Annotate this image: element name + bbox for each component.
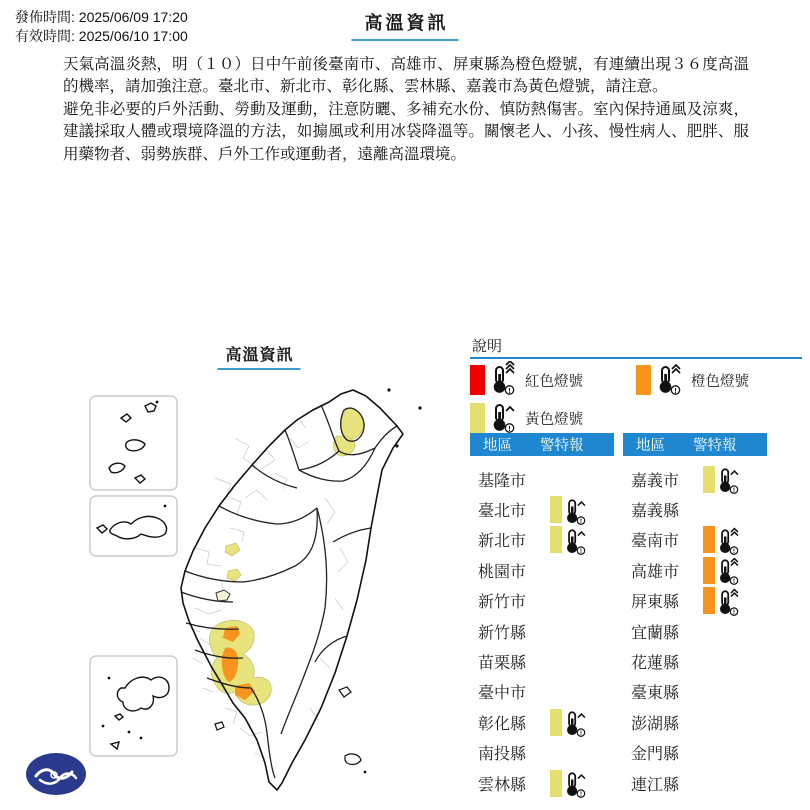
table-row [470, 464, 614, 494]
thermometer-orange-icon [657, 361, 685, 400]
table-row [623, 677, 767, 707]
svg-text:!: ! [579, 791, 583, 799]
region-name: 苗栗縣 [478, 655, 527, 673]
valid-time-line [15, 27, 188, 46]
warning-indicator-yellow [550, 768, 589, 798]
county-boundaries [181, 405, 397, 778]
thermometer-yellow-icon [491, 399, 519, 438]
warning-indicator-yellow [703, 464, 742, 494]
table-row [623, 768, 767, 798]
region-name: 基隆市 [478, 472, 527, 490]
table-row [623, 525, 767, 555]
svg-text:!: ! [732, 487, 736, 495]
region-name: 屏東縣 [631, 594, 680, 612]
column-header-region: 地區 [483, 438, 512, 454]
warning-indicator-yellow [550, 707, 589, 737]
issued-time-value: 2025/06/09 17:20 [78, 9, 188, 25]
table-row [470, 494, 614, 524]
thermometer-icon [565, 707, 589, 737]
region-name: 南投縣 [478, 746, 527, 764]
red-color-swatch [470, 365, 485, 395]
table-body [470, 456, 614, 798]
cwb-logo-icon [24, 750, 88, 798]
warning-indicator-yellow [550, 525, 589, 555]
orange-color-swatch [703, 557, 715, 584]
region-name: 桃園市 [478, 563, 527, 581]
svg-text:!: ! [579, 517, 583, 525]
table-row [623, 494, 767, 524]
table-row [623, 555, 767, 585]
township-boundaries [190, 420, 348, 759]
thermometer-red-icon [491, 361, 519, 400]
yellow-color-swatch [550, 526, 562, 553]
offshore-islets [215, 388, 422, 773]
thermometer-icon [565, 495, 589, 525]
svg-text:!: ! [732, 548, 736, 555]
taiwan-warning-map [85, 378, 475, 810]
bulletin-paragraph-2: 避免非必要的戶外活動、勞動及運動，注意防曬、多補充水份、慎防熱傷害。室內保持通風及涼爽，建議採取人體或環境降溫的方法，如搧風或利用冰袋降溫等。關懷老人、小孩、慢性病人、肥胖、服用藥物者、弱勢族群、戶外工作或運動者，遠離高溫環境。 [63, 100, 749, 163]
svg-text:!: ! [579, 730, 583, 738]
table-row [470, 677, 614, 707]
inset-penghu [90, 656, 177, 756]
region-name: 宜蘭縣 [631, 624, 680, 642]
issued-time-line [15, 8, 188, 27]
legend-title: 說明 [472, 338, 503, 355]
warning-table-right [623, 433, 767, 798]
table-header [470, 433, 614, 456]
warning-indicator-orange [703, 586, 742, 616]
orange-color-swatch [703, 526, 715, 553]
region-name: 新竹市 [478, 594, 527, 612]
region-name: 連江縣 [631, 776, 680, 794]
inset-matsu [90, 396, 177, 490]
thermometer-icon [718, 525, 742, 555]
thermometer-icon [491, 399, 519, 433]
bulletin-text [63, 54, 749, 166]
region-name: 金門縣 [631, 746, 680, 764]
table-row [470, 555, 614, 585]
legend-divider [470, 357, 802, 359]
page-title: 高溫資訊 [352, 9, 459, 41]
orange-color-swatch [636, 365, 651, 395]
yellow-color-swatch [470, 403, 485, 433]
valid-time-label: 有效時間: [15, 28, 75, 44]
warning-indicator-orange [703, 555, 742, 585]
warning-indicator-orange [703, 525, 742, 555]
legend-label-red: 紅色燈號 [525, 373, 583, 390]
table-row [470, 738, 614, 768]
table-header [623, 433, 767, 456]
legend-item-yellow [470, 401, 583, 435]
table-row [470, 768, 614, 798]
column-header-warning: 警特報 [540, 438, 584, 454]
table-row [470, 616, 614, 646]
yellow-color-swatch [703, 466, 715, 493]
bulletin-paragraph-1: 天氣高溫炎熱，明（１０）日中午前後臺南市、高雄市、屏東縣為橙色燈號，有連續出現３６度高溫的機率，請加強注意。臺北市、新北市、彰化縣、雲林縣、嘉義市為黃色燈號，請注意。 [63, 56, 749, 96]
region-name: 臺北市 [478, 503, 527, 521]
table-row [623, 464, 767, 494]
table-row [470, 586, 614, 616]
region-name: 彰化縣 [478, 715, 527, 733]
thermometer-icon [565, 525, 589, 555]
region-name: 新竹縣 [478, 624, 527, 642]
thermometer-icon [565, 768, 589, 798]
map-title: 高溫資訊 [217, 342, 300, 370]
table-row [623, 738, 767, 768]
svg-text:!: ! [508, 423, 511, 433]
table-row [470, 707, 614, 737]
yellow-color-swatch [550, 496, 562, 523]
thermometer-icon [718, 464, 742, 494]
region-name: 新北市 [478, 533, 527, 551]
orange-color-swatch [703, 587, 715, 614]
column-header-region: 地區 [636, 438, 665, 454]
table-row [623, 616, 767, 646]
region-name: 臺中市 [478, 685, 527, 703]
thermometer-icon [718, 555, 742, 585]
table-row [623, 707, 767, 737]
yellow-color-swatch [550, 709, 562, 736]
yellow-color-swatch [550, 770, 562, 797]
warning-table-left [470, 433, 614, 798]
thermometer-icon [491, 361, 519, 395]
valid-time-value: 2025/06/10 17:00 [78, 28, 188, 44]
svg-text:!: ! [508, 385, 511, 395]
region-name: 嘉義縣 [631, 503, 680, 521]
inset-kinmen [90, 496, 177, 556]
legend-label-orange: 橙色燈號 [691, 373, 749, 390]
svg-text:!: ! [579, 548, 583, 555]
svg-text:!: ! [732, 608, 736, 616]
svg-text:!: ! [732, 578, 736, 586]
column-header-warning: 警特報 [693, 438, 737, 454]
region-name: 嘉義市 [631, 472, 680, 490]
thermometer-icon [718, 586, 742, 616]
region-name: 花蓮縣 [631, 655, 680, 673]
legend-label-yellow: 黃色燈號 [525, 411, 583, 428]
region-name: 高雄市 [631, 563, 680, 581]
svg-text:!: ! [674, 385, 677, 395]
thermometer-icon [657, 361, 685, 395]
region-name: 臺東縣 [631, 685, 680, 703]
table-row [623, 646, 767, 676]
legend-item-red [470, 363, 583, 397]
issued-time-label: 發佈時間: [15, 9, 75, 25]
region-name: 雲林縣 [478, 776, 527, 794]
region-name: 臺南市 [631, 533, 680, 551]
table-body [623, 456, 767, 798]
legend-item-orange [636, 363, 749, 397]
table-row [623, 586, 767, 616]
timestamps [15, 8, 188, 46]
region-name: 澎湖縣 [631, 715, 680, 733]
table-row [470, 525, 614, 555]
warning-indicator-yellow [550, 495, 589, 525]
table-row [470, 646, 614, 676]
